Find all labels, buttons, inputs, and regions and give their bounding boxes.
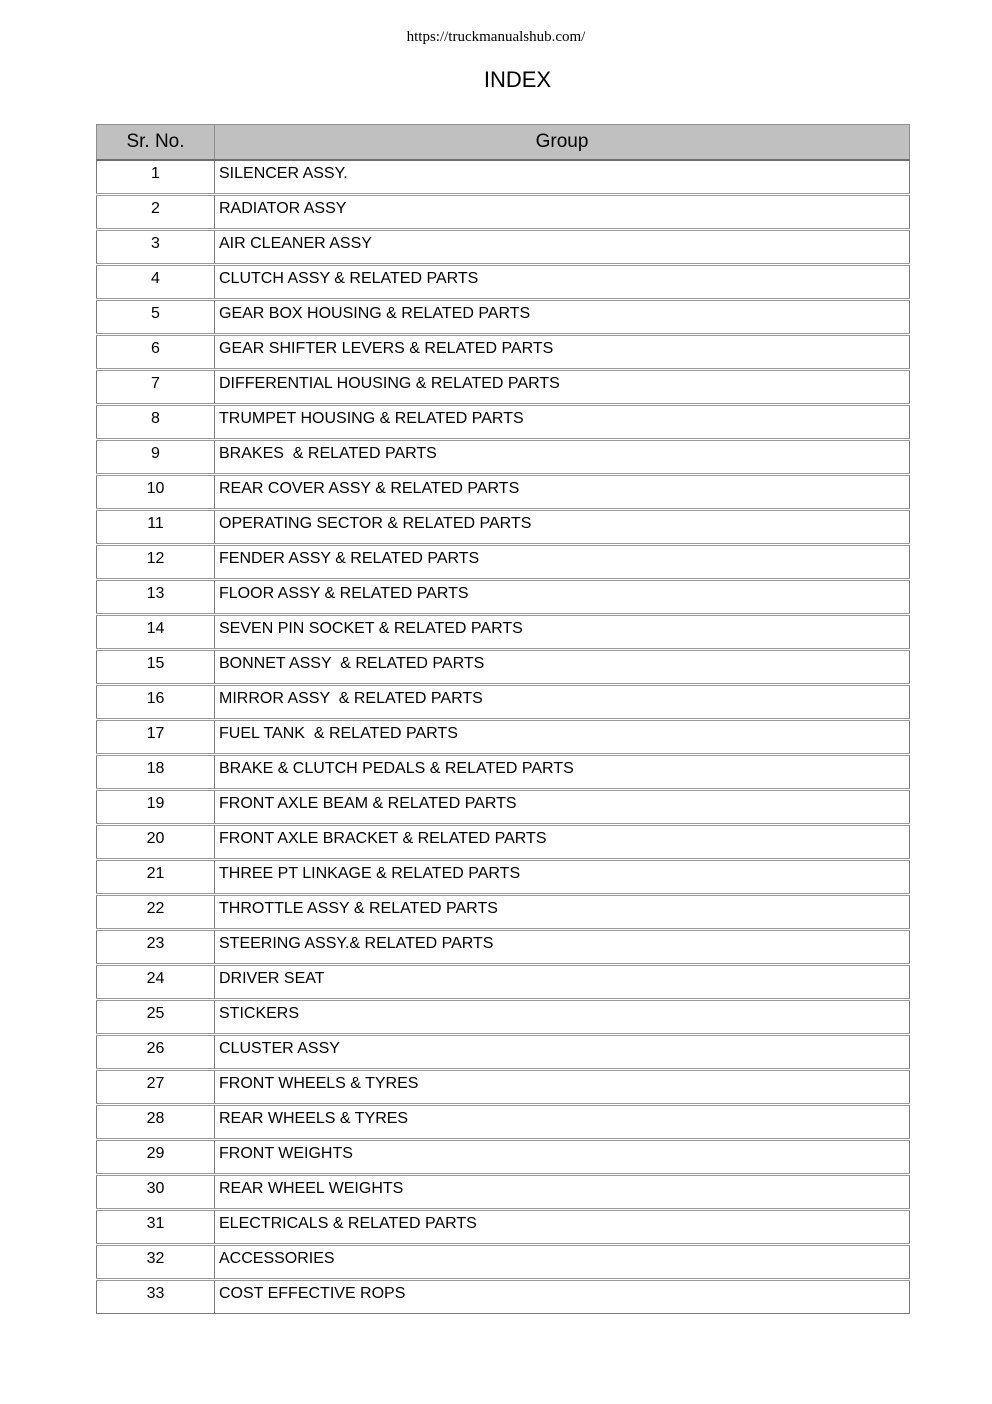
sr-no-cell bbox=[97, 335, 215, 370]
table-row bbox=[97, 580, 910, 615]
group-cell bbox=[215, 1105, 910, 1140]
sr-no-text: 32 bbox=[146, 1250, 165, 1267]
table-row bbox=[97, 545, 910, 580]
sr-no-text: 14 bbox=[146, 620, 165, 637]
group-cell bbox=[215, 615, 910, 650]
sr-no-cell bbox=[97, 230, 215, 265]
group-text: TRUMPET HOUSING & RELATED PARTS bbox=[219, 410, 524, 427]
group-text: FRONT AXLE BRACKET & RELATED PARTS bbox=[219, 830, 547, 847]
group-cell bbox=[215, 230, 910, 265]
sr-no-text: 29 bbox=[146, 1145, 165, 1162]
table-row bbox=[97, 1175, 910, 1210]
group-cell bbox=[215, 1280, 910, 1314]
table-row bbox=[97, 825, 910, 860]
sr-no-cell bbox=[97, 685, 215, 720]
group-cell bbox=[215, 650, 910, 685]
group-cell bbox=[215, 405, 910, 440]
group-text: RADIATOR ASSY bbox=[219, 200, 347, 217]
sr-no-text: 16 bbox=[146, 690, 165, 707]
group-cell bbox=[215, 300, 910, 335]
group-text: REAR COVER ASSY & RELATED PARTS bbox=[219, 480, 520, 497]
group-cell bbox=[215, 720, 910, 755]
sr-no-text: 3 bbox=[151, 235, 160, 252]
table-row bbox=[97, 685, 910, 720]
sr-no-text: 21 bbox=[146, 865, 165, 882]
sr-no-cell bbox=[97, 300, 215, 335]
sr-no-cell bbox=[97, 370, 215, 405]
sr-no-text: 11 bbox=[147, 515, 164, 532]
sr-no-cell bbox=[97, 580, 215, 615]
sr-no-cell bbox=[97, 545, 215, 580]
table-row bbox=[97, 195, 910, 230]
index-table bbox=[96, 124, 910, 1314]
group-text: CLUTCH ASSY & RELATED PARTS bbox=[219, 270, 479, 287]
group-text: FENDER ASSY & RELATED PARTS bbox=[219, 550, 480, 567]
sr-no-text: 12 bbox=[146, 550, 165, 567]
table-row bbox=[97, 405, 910, 440]
group-cell bbox=[215, 1175, 910, 1210]
group-text: BRAKE & CLUTCH PEDALS & RELATED PARTS bbox=[219, 760, 574, 777]
sr-no-cell bbox=[97, 1035, 215, 1070]
group-text: CLUSTER ASSY bbox=[219, 1040, 340, 1057]
group-cell bbox=[215, 370, 910, 405]
column-header-sr-no: Sr. No. bbox=[97, 125, 215, 161]
table-row bbox=[97, 1105, 910, 1140]
index-table-body bbox=[97, 160, 910, 1314]
sr-no-cell bbox=[97, 1140, 215, 1175]
group-text: ACCESSORIES bbox=[219, 1250, 335, 1267]
sr-no-cell bbox=[97, 440, 215, 475]
sr-no-cell bbox=[97, 160, 215, 195]
table-row bbox=[97, 160, 910, 195]
sr-no-text: 27 bbox=[146, 1075, 165, 1092]
group-cell bbox=[215, 580, 910, 615]
sr-no-text: 17 bbox=[146, 725, 165, 742]
table-row bbox=[97, 475, 910, 510]
sr-no-cell bbox=[97, 195, 215, 230]
table-row bbox=[97, 510, 910, 545]
group-cell bbox=[215, 860, 910, 895]
group-text: MIRROR ASSY & RELATED PARTS bbox=[219, 690, 483, 707]
sr-no-cell bbox=[97, 615, 215, 650]
group-text: COST EFFECTIVE ROPS bbox=[219, 1285, 406, 1302]
table-row bbox=[97, 615, 910, 650]
sr-no-text: 5 bbox=[151, 305, 160, 322]
sr-no-text: 6 bbox=[151, 340, 160, 357]
group-cell bbox=[215, 1140, 910, 1175]
sr-no-cell bbox=[97, 475, 215, 510]
sr-no-text: 33 bbox=[146, 1285, 165, 1302]
table-row bbox=[97, 265, 910, 300]
group-text: FRONT AXLE BEAM & RELATED PARTS bbox=[219, 795, 517, 812]
group-cell bbox=[215, 1000, 910, 1035]
group-cell bbox=[215, 335, 910, 370]
group-cell bbox=[215, 440, 910, 475]
sr-no-text: 1 bbox=[151, 165, 160, 182]
table-row bbox=[97, 440, 910, 475]
table-row bbox=[97, 895, 910, 930]
group-text: AIR CLEANER ASSY bbox=[219, 235, 372, 252]
sr-no-text: 30 bbox=[146, 1180, 165, 1197]
table-row bbox=[97, 720, 910, 755]
table-row bbox=[97, 335, 910, 370]
table-row bbox=[97, 1035, 910, 1070]
group-cell bbox=[215, 1245, 910, 1280]
group-text: SILENCER ASSY. bbox=[219, 165, 348, 182]
group-cell bbox=[215, 1210, 910, 1245]
group-text: BRAKES & RELATED PARTS bbox=[219, 445, 437, 462]
sr-no-text: 8 bbox=[151, 410, 160, 427]
group-text: DIFFERENTIAL HOUSING & RELATED PARTS bbox=[219, 375, 560, 392]
sr-no-text: 4 bbox=[151, 270, 160, 287]
group-cell bbox=[215, 545, 910, 580]
group-text: GEAR BOX HOUSING & RELATED PARTS bbox=[219, 305, 531, 322]
table-row bbox=[97, 230, 910, 265]
sr-no-cell bbox=[97, 1175, 215, 1210]
group-text: FUEL TANK & RELATED PARTS bbox=[219, 725, 458, 742]
sr-no-cell bbox=[97, 265, 215, 300]
group-text: REAR WHEELS & TYRES bbox=[219, 1110, 409, 1127]
sr-no-text: 24 bbox=[146, 970, 165, 987]
sr-no-cell bbox=[97, 1070, 215, 1105]
group-text: THROTTLE ASSY & RELATED PARTS bbox=[219, 900, 498, 917]
sr-no-cell bbox=[97, 895, 215, 930]
sr-no-text: 19 bbox=[146, 795, 165, 812]
sr-no-text: 7 bbox=[151, 375, 160, 392]
page-title: INDEX bbox=[483, 67, 552, 92]
table-row bbox=[97, 755, 910, 790]
sr-no-text: 22 bbox=[146, 900, 165, 917]
sr-no-text: 2 bbox=[151, 200, 160, 217]
group-text: THREE PT LINKAGE & RELATED PARTS bbox=[219, 865, 521, 882]
table-row bbox=[97, 965, 910, 1000]
group-text: FRONT WHEELS & TYRES bbox=[219, 1075, 419, 1092]
group-text: STICKERS bbox=[219, 1005, 300, 1022]
table-header-row bbox=[97, 125, 910, 161]
sr-no-cell bbox=[97, 930, 215, 965]
group-cell bbox=[215, 510, 910, 545]
group-cell bbox=[215, 895, 910, 930]
table-row bbox=[97, 300, 910, 335]
table-row bbox=[97, 1245, 910, 1280]
group-text: ELECTRICALS & RELATED PARTS bbox=[219, 1215, 477, 1232]
sr-no-cell bbox=[97, 1245, 215, 1280]
sr-no-cell bbox=[97, 790, 215, 825]
group-cell bbox=[215, 965, 910, 1000]
sr-no-cell bbox=[97, 1210, 215, 1245]
group-cell bbox=[215, 930, 910, 965]
group-text: DRIVER SEAT bbox=[219, 970, 325, 987]
table-row bbox=[97, 790, 910, 825]
group-text: FRONT WEIGHTS bbox=[219, 1145, 353, 1162]
sr-no-text: 31 bbox=[146, 1215, 165, 1232]
sr-no-cell bbox=[97, 1105, 215, 1140]
group-text: STEERING ASSY.& RELATED PARTS bbox=[219, 935, 494, 952]
table-row bbox=[97, 930, 910, 965]
group-text: SEVEN PIN SOCKET & RELATED PARTS bbox=[219, 620, 523, 637]
group-cell bbox=[215, 475, 910, 510]
table-row bbox=[97, 1210, 910, 1245]
group-cell bbox=[215, 160, 910, 195]
table-row bbox=[97, 370, 910, 405]
sr-no-cell bbox=[97, 405, 215, 440]
table-row bbox=[97, 1000, 910, 1035]
group-cell bbox=[215, 1070, 910, 1105]
table-row bbox=[97, 1140, 910, 1175]
sr-no-text: 18 bbox=[146, 760, 165, 777]
sr-no-text: 23 bbox=[146, 935, 165, 952]
group-cell bbox=[215, 265, 910, 300]
table-row bbox=[97, 1280, 910, 1314]
sr-no-text: 26 bbox=[146, 1040, 165, 1057]
sr-no-cell bbox=[97, 1000, 215, 1035]
sr-no-text: 25 bbox=[146, 1005, 165, 1022]
sr-no-cell bbox=[97, 755, 215, 790]
sr-no-cell bbox=[97, 720, 215, 755]
group-text: FLOOR ASSY & RELATED PARTS bbox=[219, 585, 469, 602]
table-row bbox=[97, 650, 910, 685]
table-row bbox=[97, 1070, 910, 1105]
sr-no-text: 15 bbox=[146, 655, 165, 672]
sr-no-cell bbox=[97, 860, 215, 895]
sr-no-cell bbox=[97, 825, 215, 860]
sr-no-cell bbox=[97, 510, 215, 545]
sr-no-text: 10 bbox=[146, 480, 165, 497]
group-text: REAR WHEEL WEIGHTS bbox=[219, 1180, 404, 1197]
group-cell bbox=[215, 685, 910, 720]
group-cell bbox=[215, 790, 910, 825]
group-cell bbox=[215, 1035, 910, 1070]
table-row bbox=[97, 860, 910, 895]
sr-no-cell bbox=[97, 650, 215, 685]
sr-no-text: 28 bbox=[146, 1110, 165, 1127]
sr-no-text: 13 bbox=[146, 585, 165, 602]
source-url: https://truckmanualshub.com/ bbox=[406, 29, 586, 45]
group-cell bbox=[215, 825, 910, 860]
sr-no-cell bbox=[97, 965, 215, 1000]
sr-no-text: 9 bbox=[151, 445, 160, 462]
sr-no-cell bbox=[97, 1280, 215, 1314]
column-header-group: Group bbox=[215, 125, 910, 161]
group-cell bbox=[215, 755, 910, 790]
group-text: BONNET ASSY & RELATED PARTS bbox=[219, 655, 485, 672]
sr-no-text: 20 bbox=[146, 830, 165, 847]
group-cell bbox=[215, 195, 910, 230]
group-text: GEAR SHIFTER LEVERS & RELATED PARTS bbox=[219, 340, 554, 357]
group-text: OPERATING SECTOR & RELATED PARTS bbox=[219, 515, 532, 532]
